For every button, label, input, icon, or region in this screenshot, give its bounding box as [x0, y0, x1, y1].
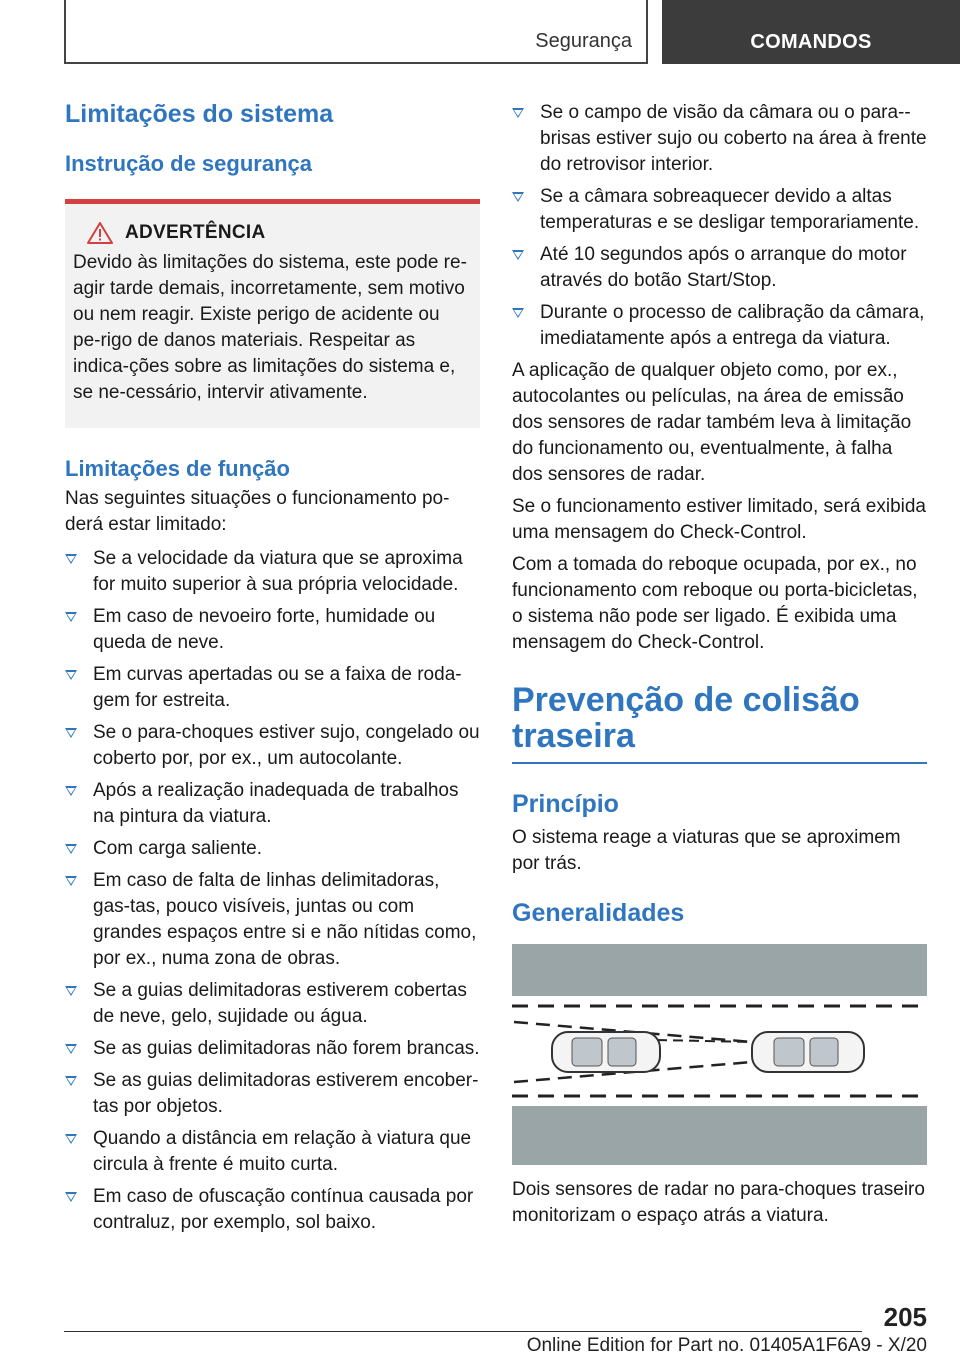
- bullet-triangle-icon: [65, 876, 77, 886]
- list-item: Se as guias delimitadoras não forem brancas.: [65, 1036, 480, 1062]
- heading-principle: Princípio: [512, 790, 619, 818]
- radar-objects-paragraph: A aplicação de qualquer objeto como, por ex., autocolantes ou películas, na área de emissão dos sensores de radar também leva à limitação do funcionamento ou, eventualmente, à falha dos sensores de radar.: [512, 360, 912, 485]
- heading-general: Generalidades: [512, 899, 685, 927]
- heading-rule: [512, 762, 927, 764]
- own-car-icon: [552, 1032, 660, 1072]
- list-item: Se o para-choques estiver sujo, congelado ou coberto por, por ex., um autocolante.: [65, 720, 480, 772]
- bullet-triangle-icon: [65, 986, 77, 996]
- bullet-triangle-icon: [65, 1134, 77, 1144]
- bullet-triangle-icon: [512, 192, 524, 202]
- heading-function-limitations: Limitações de função: [65, 456, 290, 481]
- bullet-triangle-icon: [65, 612, 77, 622]
- list-item: Até 10 segundos após o arranque do motor através do botão Start/Stop.: [512, 242, 927, 294]
- warning-box: [65, 199, 480, 428]
- warning-label: ADVERTÊNCIA: [125, 222, 266, 243]
- list-item: Em caso de nevoeiro forte, humidade ou queda de neve.: [65, 604, 480, 656]
- bullet-triangle-icon: [65, 844, 77, 854]
- heading-safety-instruction: Instrução de segurança: [65, 151, 312, 176]
- figure-caption: Dois sensores de radar no para-choques traseiro monitorizam o espaço atrás a viatura.: [512, 1179, 925, 1226]
- function-intro: Nas seguintes situações o funcionamento po-derá estar limitado:: [65, 488, 450, 535]
- list-item: Quando a distância em relação à viatura que circula à frente é muito curta.: [65, 1126, 480, 1178]
- heading-rear-collision: [512, 682, 927, 754]
- list-item: Com carga saliente.: [65, 836, 480, 862]
- list-item: Se o campo de visão da câmara ou o para--brisas estiver sujo ou coberto na área à frente do retrovisor interior.: [512, 100, 927, 178]
- rear-radar-illustration: [512, 944, 927, 1165]
- bullet-triangle-icon: [512, 308, 524, 318]
- list-item: Se a guias delimitadoras estiverem cobertas de neve, gelo, sujidade ou água.: [65, 978, 480, 1030]
- header-chapter-tab: [662, 0, 960, 64]
- list-item: Se a câmara sobreaquecer devido a altas temperaturas e se desligar temporariamente.: [512, 184, 927, 236]
- bullet-triangle-icon: [65, 554, 77, 564]
- list-item: Em curvas apertadas ou se a faixa de roda-gem for estreita.: [65, 662, 480, 714]
- road-radar-diagram: [512, 944, 927, 1165]
- bullet-triangle-icon: [65, 1076, 77, 1086]
- right-column: [512, 100, 927, 1229]
- principle-text: O sistema reage a viaturas que se aproximem por trás.: [512, 827, 901, 874]
- page-number: 205: [883, 1302, 927, 1332]
- trailer-paragraph: Com a tomada do reboque ocupada, por ex., no funcionamento com reboque ou porta-bicicletas, o sistema não pode ser ligado. É exibida uma mensagem do Check-Control.: [512, 554, 918, 653]
- bullet-triangle-icon: [65, 1192, 77, 1202]
- approaching-car-icon: [752, 1032, 864, 1072]
- bullet-triangle-icon: [65, 670, 77, 680]
- camera-limitations-list: [512, 100, 927, 352]
- heading-rear-collision-line2: traseira: [512, 717, 635, 755]
- bullet-triangle-icon: [512, 108, 524, 118]
- heading-rear-collision-line1: Prevenção de colisão: [512, 681, 860, 719]
- list-item: Em caso de falta de linhas delimitadoras, gas-tas, pouco visíveis, juntas ou com grandes espaços entre si e não nítidas como, por ex., numa zona de obras.: [65, 868, 480, 972]
- header-section-label: Segurança: [535, 30, 632, 52]
- function-limitations-list: [65, 546, 480, 1236]
- bullet-triangle-icon: [65, 728, 77, 738]
- limited-function-paragraph: Se o funcionamento estiver limitado, será exibida uma mensagem do Check-Control.: [512, 496, 927, 543]
- warning-title: [73, 222, 472, 244]
- footer-edition: Online Edition for Part no. 01405A1F6A9 - X/20: [526, 1335, 927, 1356]
- header-section-box: [64, 0, 648, 64]
- bullet-triangle-icon: [512, 250, 524, 260]
- header-chapter-label: COMANDOS: [750, 31, 872, 53]
- heading-system-limitations: Limitações do sistema: [65, 100, 334, 128]
- warning-triangle-icon: [87, 222, 113, 244]
- list-item: Após a realização inadequada de trabalhos na pintura da viatura.: [65, 778, 480, 830]
- list-item: Se a velocidade da viatura que se aproxima for muito superior à sua própria velocidade.: [65, 546, 480, 598]
- list-item: Durante o processo de calibração da câmara, imediatamente após a entrega da viatura.: [512, 300, 927, 352]
- warning-text: Devido às limitações do sistema, este pode re-agir tarde demais, incorretamente, sem motivo ou nem reagir. Existe perigo de acidente ou pe-rigo de danos materiais. Respeitar as indica-ções sobre as limitações do sistema e, se ne-cessário, intervir ativamente.: [73, 252, 467, 403]
- left-column: [65, 100, 480, 1242]
- bullet-triangle-icon: [65, 786, 77, 796]
- footer-rule: [64, 1331, 862, 1332]
- list-item: Se as guias delimitadoras estiverem encober-tas por objetos.: [65, 1068, 480, 1120]
- list-item: Em caso de ofuscação contínua causada por contraluz, por exemplo, sol baixo.: [65, 1184, 480, 1236]
- bullet-triangle-icon: [65, 1044, 77, 1054]
